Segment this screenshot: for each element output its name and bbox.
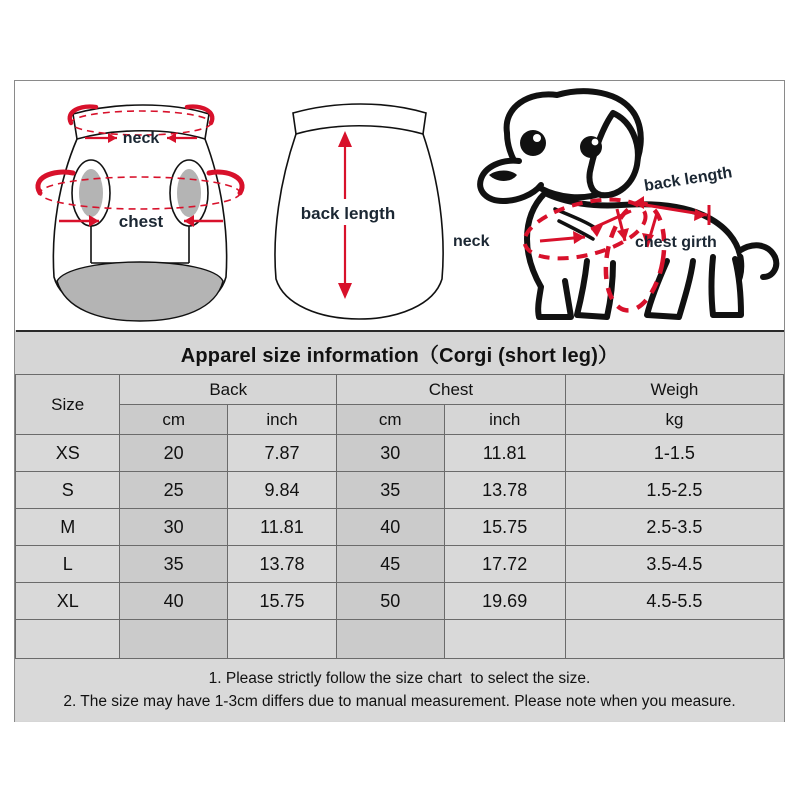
cell-back-cm: 35 (120, 546, 228, 583)
cell-weigh-kg: 1.5-2.5 (565, 472, 783, 509)
cell-size: L (16, 546, 120, 583)
spacer-cell (565, 620, 783, 659)
cell-chest-cm: 45 (337, 546, 445, 583)
size-table-container (15, 330, 784, 722)
table-title-row (16, 331, 784, 375)
size-table (15, 330, 784, 721)
header-weigh: Weigh (565, 375, 783, 405)
header-chest-cm: cm (337, 405, 445, 435)
cell-size: M (16, 509, 120, 546)
dog-measurement-figure (445, 81, 784, 330)
dog-chest-girth-label: chest girth (635, 234, 717, 251)
cell-chest-inch: 17.72 (444, 546, 565, 583)
garment-back-view-figure (258, 81, 458, 330)
front-view-chest-label: chest (118, 212, 164, 231)
garment-front-view-figure (21, 81, 256, 330)
cell-chest-inch: 13.78 (444, 472, 565, 509)
table-row (16, 546, 784, 583)
cell-chest-cm: 30 (337, 435, 445, 472)
spacer-cell (444, 620, 565, 659)
cell-chest-cm: 35 (337, 472, 445, 509)
table-spacer-row (16, 620, 784, 659)
cell-weigh-kg: 1-1.5 (565, 435, 783, 472)
spacer-cell (337, 620, 445, 659)
header-weigh-kg: kg (565, 405, 783, 435)
table-row (16, 583, 784, 620)
table-row (16, 435, 784, 472)
spacer-cell (16, 620, 120, 659)
table-row (16, 509, 784, 546)
spacer-cell (120, 620, 228, 659)
cell-back-inch: 9.84 (227, 472, 336, 509)
cell-chest-cm: 40 (337, 509, 445, 546)
cell-weigh-kg: 4.5-5.5 (565, 583, 783, 620)
header-size: Size (16, 375, 120, 435)
cell-back-inch: 11.81 (227, 509, 336, 546)
header-back-inch: inch (227, 405, 336, 435)
header-back-cm: cm (120, 405, 228, 435)
cell-back-inch: 13.78 (227, 546, 336, 583)
cell-back-inch: 7.87 (227, 435, 336, 472)
cell-chest-cm: 50 (337, 583, 445, 620)
notes-container (16, 659, 784, 722)
cell-back-cm: 20 (120, 435, 228, 472)
cell-weigh-kg: 3.5-4.5 (565, 546, 783, 583)
spacer-cell (227, 620, 336, 659)
dog-back-length-label: back length (642, 164, 734, 195)
back-view-back-length-label: back length (300, 204, 396, 223)
cell-chest-inch: 15.75 (444, 509, 565, 546)
note-line-1: 1. Please strictly follow the size chart to select the size. (208, 670, 591, 687)
table-row (16, 472, 784, 509)
size-chart-card (14, 80, 785, 722)
front-view-neck-label: neck (122, 130, 160, 147)
cell-back-inch: 15.75 (227, 583, 336, 620)
header-chest: Chest (337, 375, 566, 405)
table-title: Apparel size information（Corgi (short leg)） (16, 331, 784, 375)
header-back: Back (120, 375, 337, 405)
cell-back-cm: 25 (120, 472, 228, 509)
table-notes-row (16, 659, 784, 722)
table-group-header-row (16, 375, 784, 405)
cell-size: XL (16, 583, 120, 620)
illustration-strip (15, 81, 784, 330)
dog-neck-label: neck (453, 233, 490, 250)
note-line-2: 2. The size may have 1-3cm differs due to manual measurement. Please note when you measure. (63, 693, 736, 710)
cell-chest-inch: 19.69 (444, 583, 565, 620)
header-chest-inch: inch (444, 405, 565, 435)
cell-back-cm: 40 (120, 583, 228, 620)
cell-back-cm: 30 (120, 509, 228, 546)
cell-size: S (16, 472, 120, 509)
table-unit-header-row (16, 405, 784, 435)
cell-weigh-kg: 2.5-3.5 (565, 509, 783, 546)
cell-size: XS (16, 435, 120, 472)
cell-chest-inch: 11.81 (444, 435, 565, 472)
